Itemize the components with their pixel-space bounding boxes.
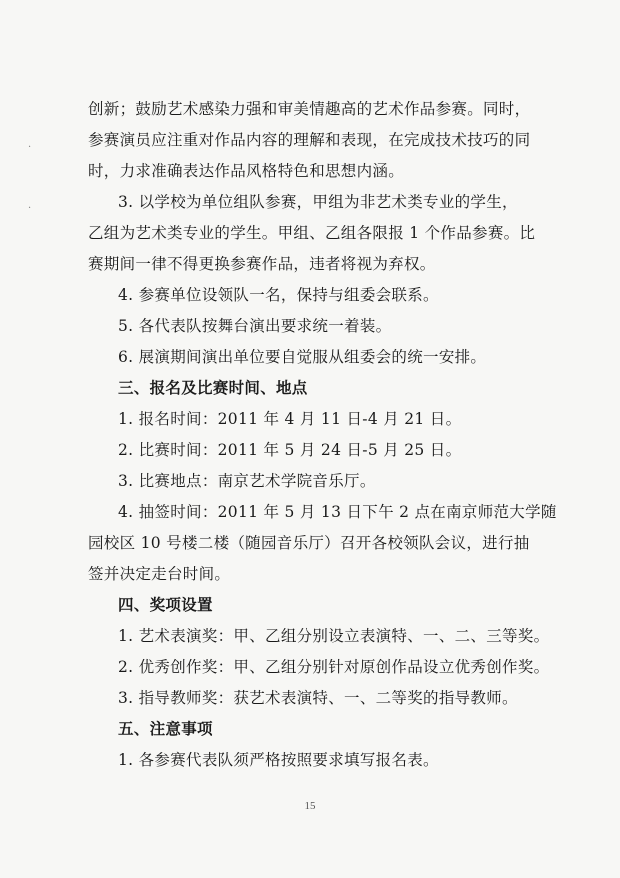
text-line: 签并决定走台时间。 — [88, 565, 231, 583]
text-line: 赛期间一律不得更换参赛作品，违者将视为弃权。 — [88, 255, 436, 273]
page-number: 15 — [304, 800, 316, 812]
text-line: 1. 艺术表演奖：甲、乙组分别设立表演特、一、二、三等奖。 — [118, 627, 550, 645]
section-heading: 五、注意事项 — [118, 720, 213, 738]
scan-mark: · — [28, 142, 32, 153]
text-line: 时，力求准确表达作品风格特色和思想内涵。 — [88, 162, 405, 180]
document-body — [88, 94, 560, 776]
text-line: 5. 各代表队按舞台演出要求统一着装。 — [118, 317, 392, 335]
section-heading: 四、奖项设置 — [118, 596, 213, 614]
text-line: 2. 比赛时间：2011 年 5 月 24 日-5 月 25 日。 — [118, 441, 462, 459]
text-line: 2. 优秀创作奖：甲、乙组分别针对原创作品设立优秀创作奖。 — [118, 658, 550, 676]
text-line: 创新；鼓励艺术感染力强和审美情趣高的艺术作品参赛。同时， — [88, 100, 531, 118]
text-line: 3. 指导教师奖：获艺术表演特、一、二等奖的指导教师。 — [118, 689, 518, 707]
text-line: 1. 报名时间：2011 年 4 月 11 日-4 月 21 日。 — [118, 410, 462, 428]
text-line: 3. 比赛地点：南京艺术学院音乐厅。 — [118, 472, 376, 490]
text-line: 4. 抽签时间：2011 年 5 月 13 日下午 2 点在南京师范大学随 — [118, 503, 557, 521]
text-line: 乙组为艺术类专业的学生。甲组、乙组各限报 1 个作品参赛。比 — [88, 224, 536, 242]
text-line: 参赛演员应注重对作品内容的理解和表现，在完成技术技巧的同 — [88, 131, 531, 149]
section-heading: 三、报名及比赛时间、地点 — [118, 379, 308, 397]
text-line: 1. 各参赛代表队须严格按照要求填写报名表。 — [118, 751, 439, 769]
text-line: 6. 展演期间演出单位要自觉服从组委会的统一安排。 — [118, 348, 487, 366]
text-line: 4. 参赛单位设领队一名，保持与组委会联系。 — [118, 286, 439, 304]
scan-mark: · — [28, 203, 32, 214]
text-line: 3. 以学校为单位组队参赛，甲组为非艺术类专业的学生， — [118, 193, 518, 211]
text-line: 园校区 10 号楼二楼（随园音乐厅）召开各校领队会议，进行抽 — [88, 534, 530, 552]
